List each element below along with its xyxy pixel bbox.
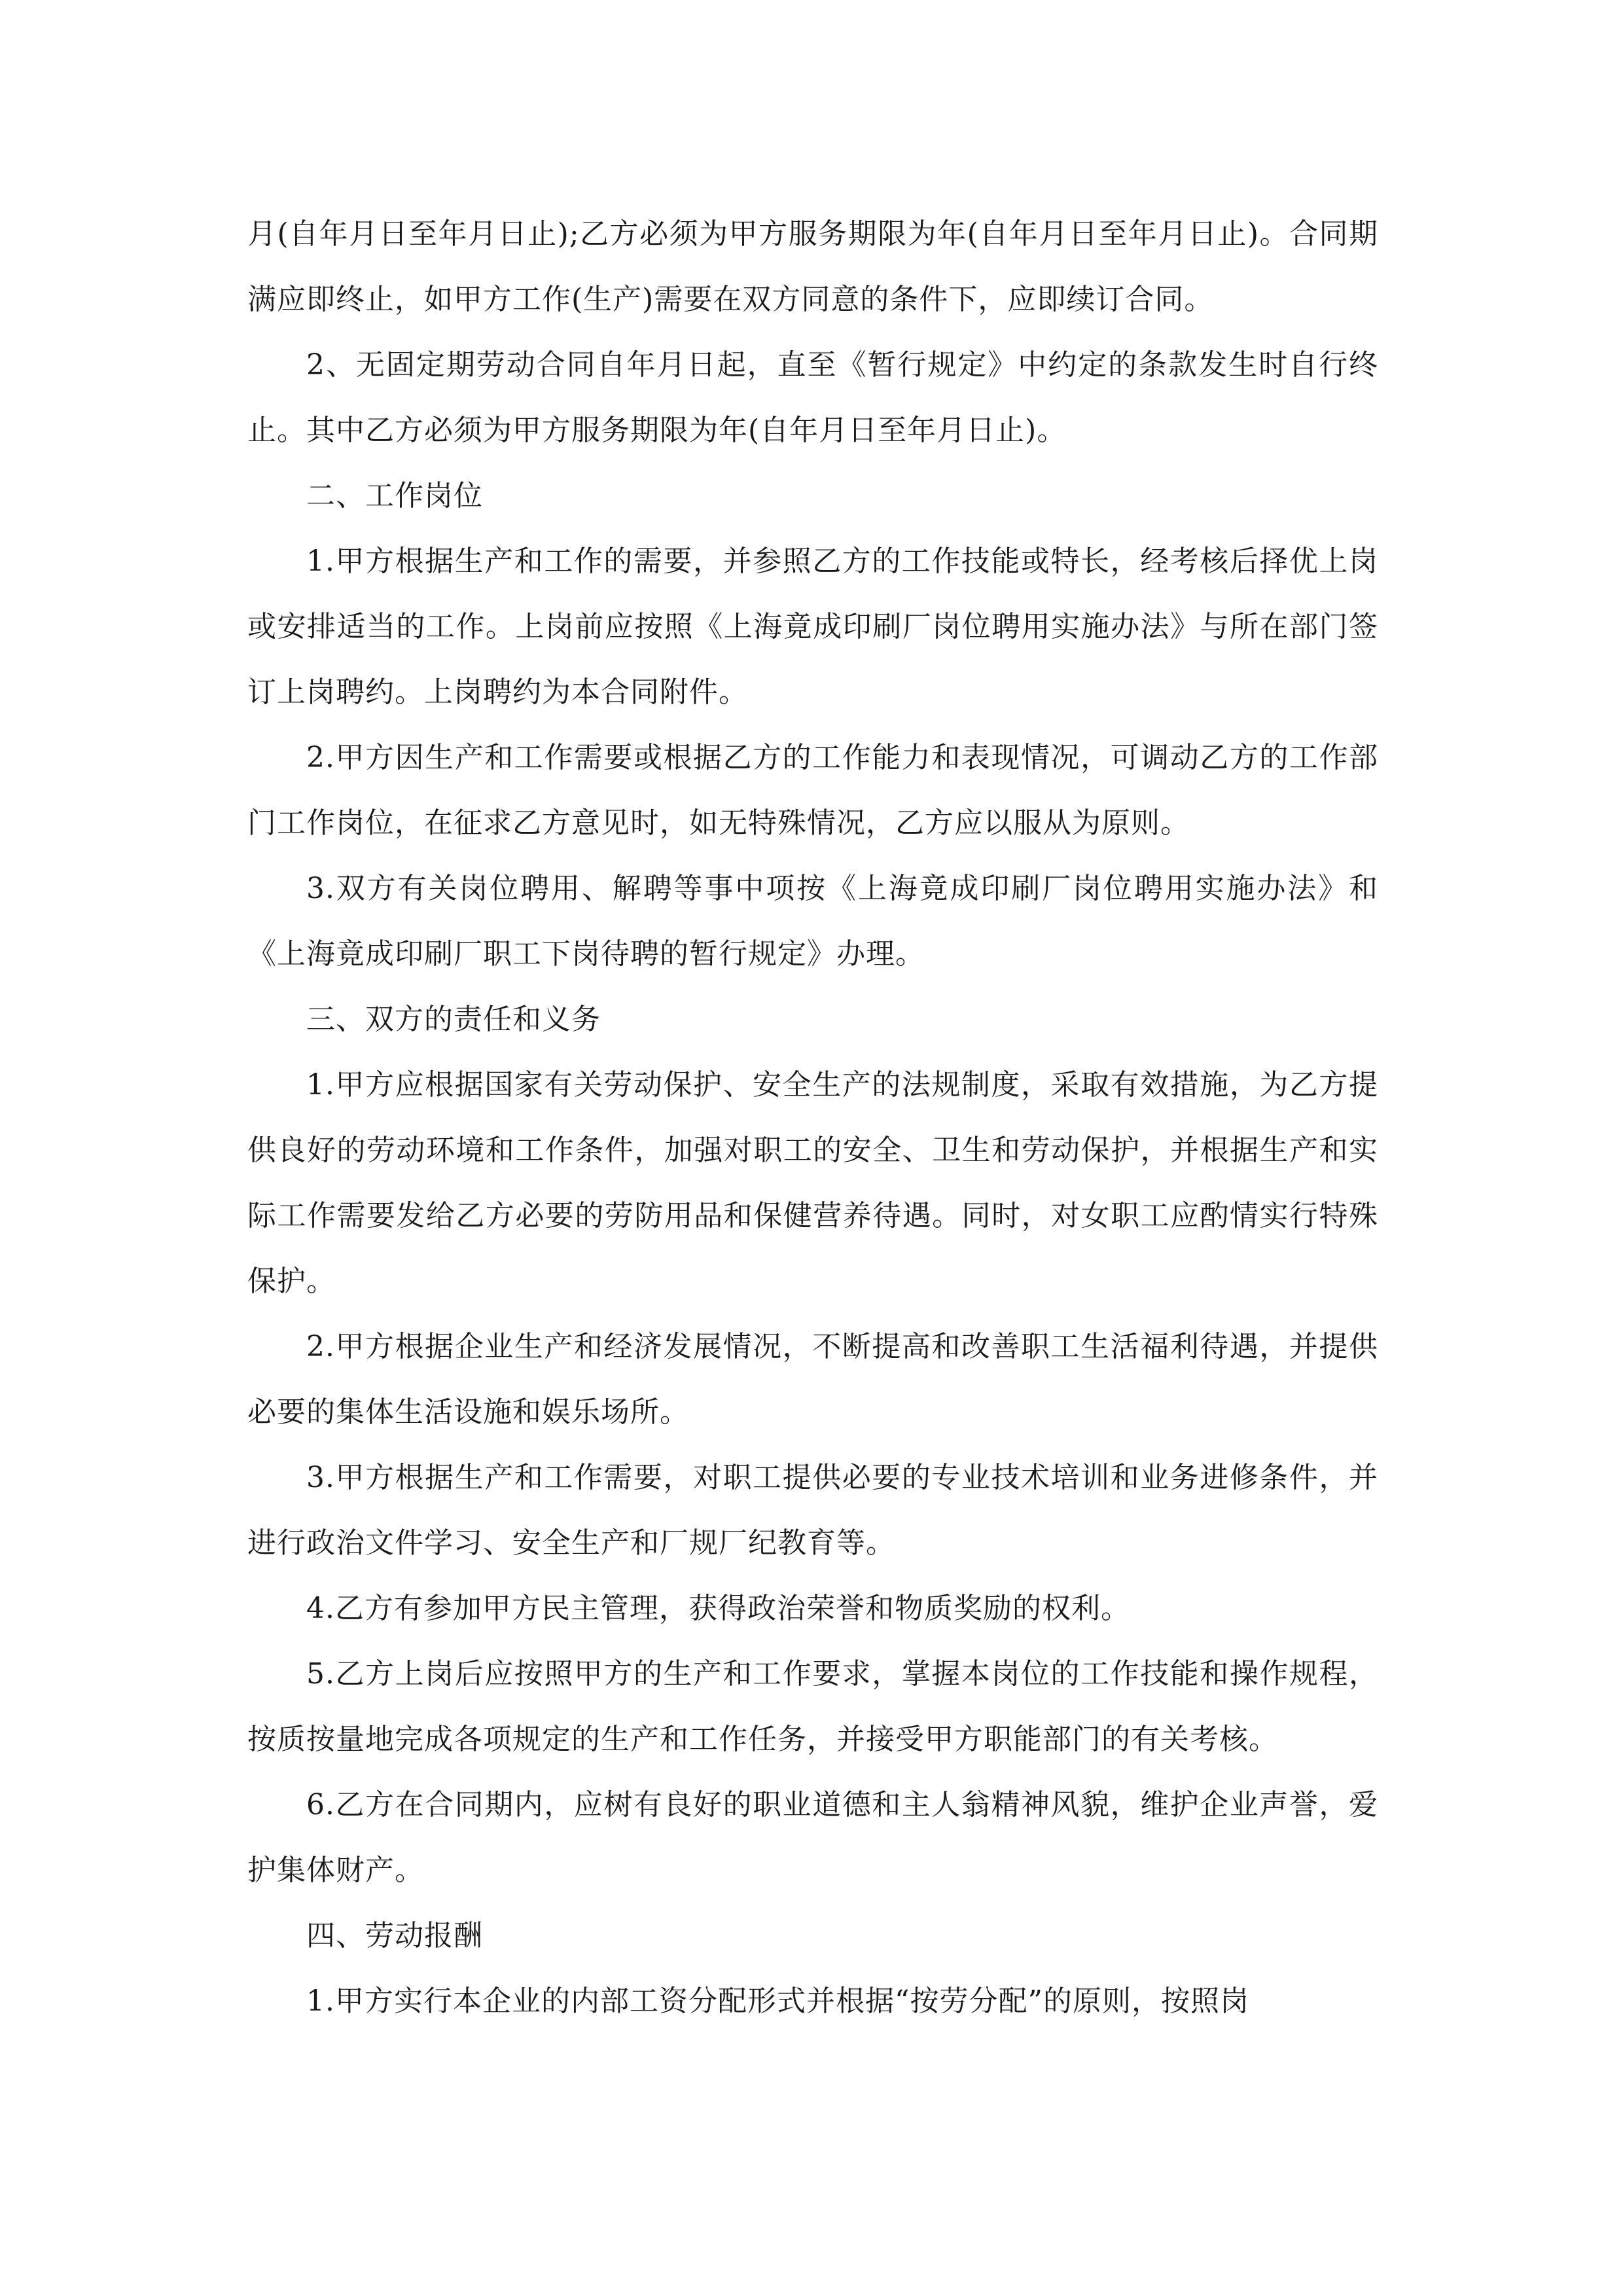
paragraph-duty-6: 6.乙方在合同期内，应树有良好的职业道德和主人翁精神风貌，维护企业声誉，爱护集体财产。 xyxy=(247,1788,1378,1887)
paragraph-duty-1: 1.甲方应根据国家有关劳动保护、安全生产的法规制度，采取有效措施，为乙方提供良好的劳动环境和工作条件，加强对职工的安全、卫生和劳动保护，并根据生产和实际工作需要发给乙方必要的劳防用品和保健营养待遇。同时，对女职工应酌情实行特殊保护。 xyxy=(247,1068,1378,1298)
section-heading-job-position: 二、工作岗位 xyxy=(306,479,483,512)
paragraph-job-1: 1.甲方根据生产和工作的需要，并参照乙方的工作技能或特长，经考核后择优上岗或安排适当的工作。上岗前应按照《上海竟成印刷厂岗位聘用实施办法》与所在部门签订上岗聘约。上岗聘约为本合同附件。 xyxy=(247,545,1378,709)
section-heading-responsibilities: 三、双方的责任和义务 xyxy=(306,1003,601,1036)
paragraph-clause-2: 2、无固定期劳动合同自年月日起，直至《暂行规定》中约定的条款发生时自行终止。其中乙方必须为甲方服务期限为年(自年月日至年月日止)。 xyxy=(247,348,1378,447)
paragraph-duty-2: 2.甲方根据企业生产和经济发展情况，不断提高和改善职工生活福利待遇，并提供必要的集体生活设施和娱乐场所。 xyxy=(247,1330,1378,1429)
paragraph-job-3: 3.双方有关岗位聘用、解聘等事中项按《上海竟成印刷厂岗位聘用实施办法》和《上海竟成印刷厂职工下岗待聘的暂行规定》办理。 xyxy=(247,872,1378,971)
document-body xyxy=(247,202,1378,2034)
section-heading-remuneration: 四、劳动报酬 xyxy=(306,1919,483,1952)
paragraph-job-2: 2.甲方因生产和工作需要或根据乙方的工作能力和表现情况，可调动乙方的工作部门工作岗位，在征求乙方意见时，如无特殊情况，乙方应以服从为原则。 xyxy=(247,741,1378,840)
paragraph-duty-3: 3.甲方根据生产和工作需要，对职工提供必要的专业技术培训和业务进修条件，并进行政治文件学习、安全生产和厂规厂纪教育等。 xyxy=(247,1461,1378,1560)
paragraph-pay-1: 1.甲方实行本企业的内部工资分配形式并根据“按劳分配”的原则，按照岗 xyxy=(306,1984,1249,2018)
paragraph-continuation: 月(自年月日至年月日止);乙方必须为甲方服务期限为年(自年月日至年月日止)。合同期满应即终止，如甲方工作(生产)需要在双方同意的条件下，应即续订合同。 xyxy=(247,217,1378,316)
paragraph-duty-4: 4.乙方有参加甲方民主管理，获得政治荣誉和物质奖励的权利。 xyxy=(306,1592,1130,1625)
paragraph-duty-5: 5.乙方上岗后应按照甲方的生产和工作要求，掌握本岗位的工作技能和操作规程，按质按量地完成各项规定的生产和工作任务，并接受甲方职能部门的有关考核。 xyxy=(247,1657,1378,1756)
